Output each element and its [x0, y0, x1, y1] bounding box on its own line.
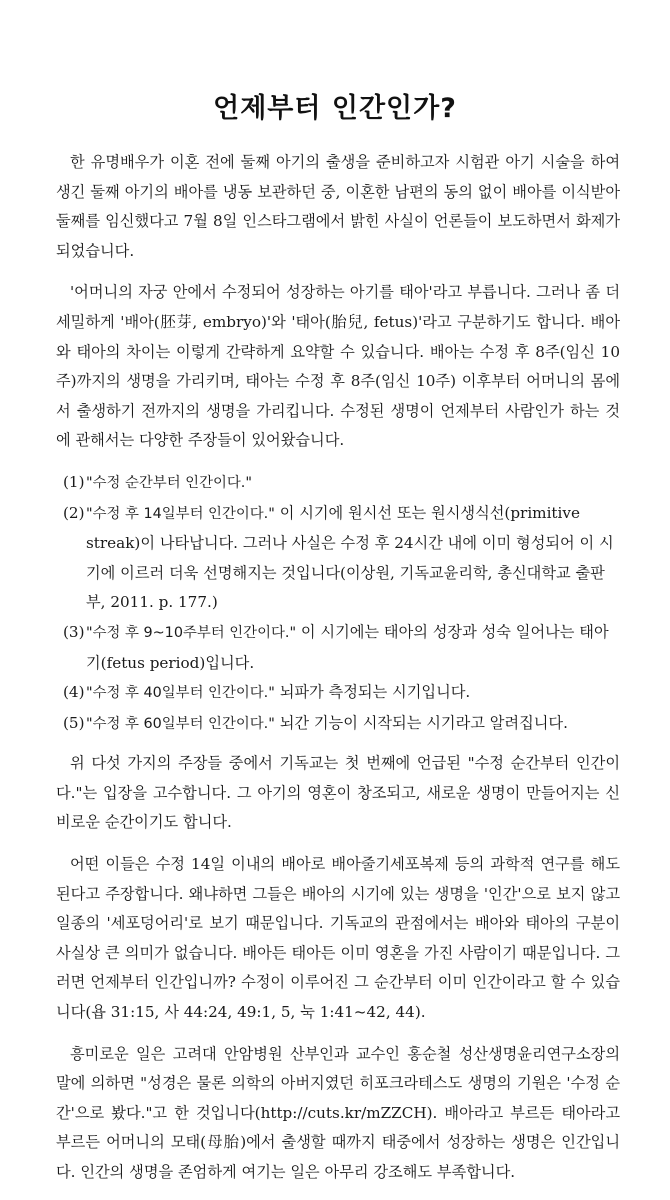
list-item-number: (1) [63, 472, 85, 491]
list-item-quote: "수정 후 60일부터 인간이다." [86, 715, 275, 732]
list-item-number: (4) [63, 683, 85, 702]
list-item-text: 이 시기에는 태아의 성장과 성숙 일어나는 태아기(fetus period)입니다. [86, 622, 609, 672]
article-body [56, 148, 620, 1200]
paragraph-embryo-research: 어떤 이들은 수정 14일 이내의 배아로 배아줄기세포복제 등의 과학적 연구를 해도 된다고 주장합니다. 왜냐하면 그들은 배아의 시기에 있는 생명을 '인간'으로 보지 않고 일종의 '세포덩어리'로 보기 때문입니다. 기독교의 관점에서는 배아와 태아의 구분이 사실상 큰 의미가 없습니다. 배아든 태아든 이미 영혼을 가진 사람이기 때문입니다. 그러면 언제부터 인간입니까? 수정이 이루어진 그 순간부터 이미 인간이라고 할 수 있습니다(욥 31:15, 사 44:24, 49:1, 5, 눅 1:41~42, 44). [56, 855, 620, 1022]
list-item-text: 이 시기에 원시선 또는 원시생식선(primitive streak)이 나타납니다. 그러나 사실은 수정 후 24시간 내에 이미 형성되어 이 시기에 이르러 더욱 선명해지는 것입니다(이상원, 기독교윤리학, 총신대학교 출판부, 2011. p. 177.) [86, 503, 614, 612]
list-item-number: (2) [63, 503, 85, 522]
list-item-quote: "수정 순간부터 인간이다." [86, 474, 252, 491]
list-item-number: (3) [63, 622, 85, 641]
list-item-quote: "수정 후 40일부터 인간이다." [86, 685, 275, 702]
paragraph-christian-view: 위 다섯 가지의 주장들 중에서 기독교는 첫 번째에 언급된 "수정 순간부터 인간이다."는 입장을 고수합니다. 그 아기의 영혼이 창조되고, 새로운 생명이 만들어지는 신비로운 순간이기도 합니다. [56, 754, 620, 832]
claims-list [56, 468, 620, 739]
list-item-quote: "수정 후 14일부터 인간이다." [86, 505, 275, 522]
list-item-quote: "수정 후 9~10주부터 인간이다." [86, 624, 297, 641]
list-item-number: (5) [63, 713, 85, 732]
paragraph-intro: 한 유명배우가 이혼 전에 둘째 아기의 출생을 준비하고자 시험관 아기 시술을 하여 생긴 둘째 아기의 배아를 냉동 보관하던 중, 이혼한 남편의 동의 없이 배아를 이식받아 둘째를 임신했다고 7월 8일 인스타그램에서 밝힌 사실이 언론들이 보도하면서 화제가 되었습니다. [56, 153, 620, 260]
list-item-text: 뇌파가 측정되는 시기입니다. [274, 683, 471, 702]
list-item-text: 뇌간 기능이 시작되는 시기라고 알려집니다. [274, 713, 568, 732]
list-item [56, 709, 620, 740]
page-title: 언제부터 인간인가? [213, 93, 457, 124]
list-item [56, 468, 620, 499]
paragraph-embryo-fetus: '어머니의 자궁 안에서 수정되어 성장하는 아기를 태아'라고 부릅니다. 그러나 좀 더 세밀하게 '배아(胚芽, embryo)'와 '태아(胎兒, fetus)'라고 구분하기도 합니다. 배아와 태아의 차이는 이렇게 간략하게 요약할 수 있습니다. 배아는 수정 후 8주(임신 10주)까지의 생명을 가리키며, 태아는 수정 후 8주(임신 10주) 이후부터 어머니의 몸에서 출생하기 전까지의 생명을 가리킵니다. 수정된 생명이 언제부터 사람인가 하는 것에 관해서는 다양한 주장들이 있어왔습니다. [56, 283, 620, 450]
list-item [56, 618, 620, 678]
paragraph-conclusion: 흥미로운 일은 고려대 안암병원 산부인과 교수인 홍순철 성산생명윤리연구소장의 말에 의하면 "성경은 물론 의학의 아버지였던 히포크라테스도 생명의 기원은 '수정 순간'으로 봤다."고 한 것입니다(http://cuts.kr/mZZCH). 배아라고 부르든 태아라고 부르든 어머니의 모태(母胎)에서 출생할 때까지 태중에서 성장하는 생명은 인간입니다. 인간의 생명을 존엄하게 여기는 일은 아무리 강조해도 부족합니다. [56, 1044, 620, 1181]
list-item [56, 678, 620, 709]
list-item [56, 499, 620, 618]
